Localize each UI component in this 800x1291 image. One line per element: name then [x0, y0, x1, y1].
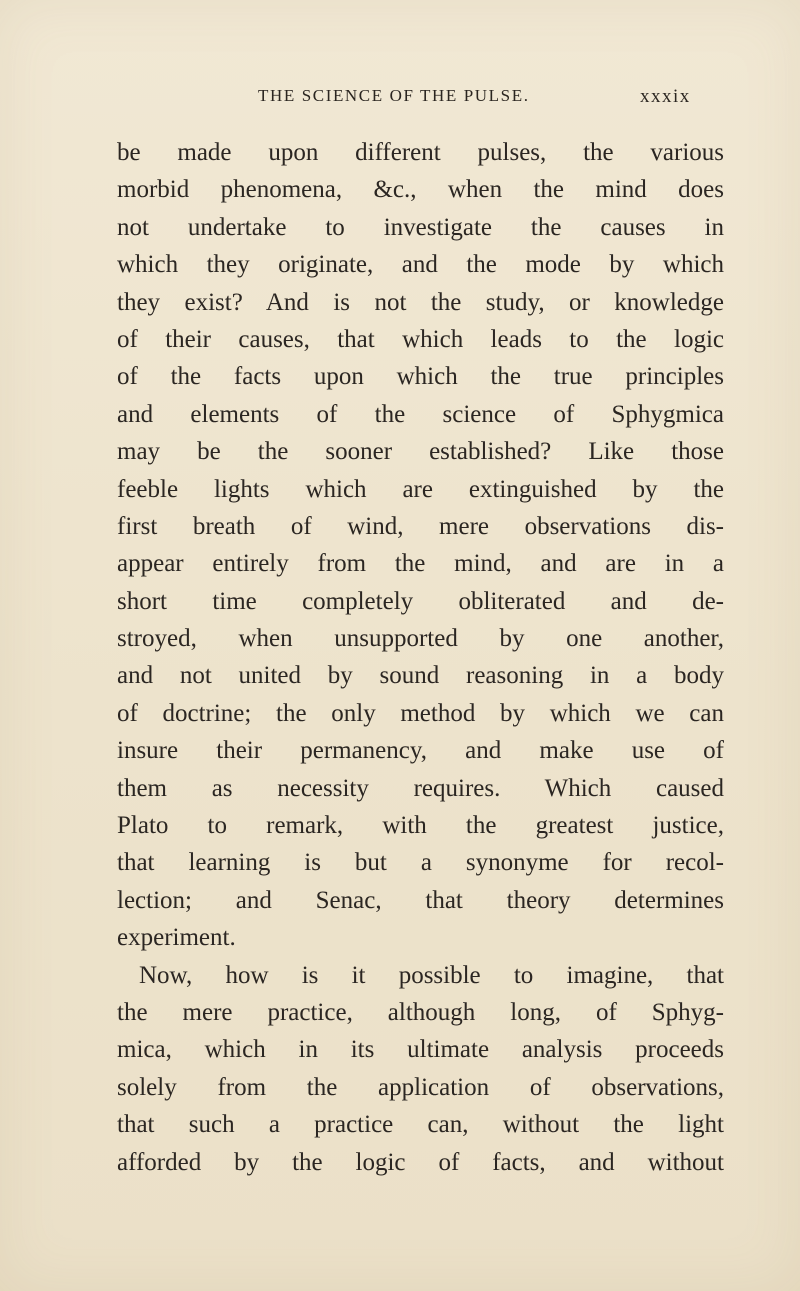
text-line: they exist? And is not the study, or knowledge: [117, 288, 724, 316]
body-text: [117, 134, 724, 1181]
text-line: lection; and Senac, that theory determines: [117, 886, 724, 914]
text-line: solely from the application of observations,: [117, 1073, 724, 1101]
running-head: [0, 86, 800, 110]
text-line: first breath of wind, mere observations dis-: [117, 512, 724, 540]
text-line: afforded by the logic of facts, and without: [117, 1148, 724, 1176]
text-line: mica, which in its ultimate analysis proceeds: [117, 1036, 724, 1064]
text-line: of the facts upon which the true principles: [117, 363, 724, 391]
paragraph-start-line: Now, how is it possible to imagine, that: [139, 961, 724, 989]
text-line: of doctrine; the only method by which we can: [117, 699, 724, 727]
text-line: insure their permanency, and make use of: [117, 737, 724, 765]
text-line: short time completely obliterated and de-: [117, 587, 724, 615]
text-line: of their causes, that which leads to the logic: [117, 325, 724, 353]
text-line: stroyed, when unsupported by one another,: [117, 625, 724, 653]
text-line: not undertake to investigate the causes in: [117, 213, 724, 241]
text-line: and elements of the science of Sphygmica: [117, 400, 724, 428]
text-line: and not united by sound reasoning in a body: [117, 662, 724, 690]
text-line: morbid phenomena, &c., when the mind does: [117, 176, 724, 204]
text-line: that learning is but a synonyme for recol-: [117, 849, 724, 877]
text-line: them as necessity requires. Which caused: [117, 774, 724, 802]
text-line: feeble lights which are extinguished by the: [117, 475, 724, 503]
text-line: appear entirely from the mind, and are in a: [117, 550, 724, 578]
text-line: may be the sooner established? Like those: [117, 438, 724, 466]
paragraph-end-line: experiment.: [117, 924, 236, 952]
text-line: be made upon different pulses, the various: [117, 139, 724, 166]
text-line: the mere practice, although long, of Sphyg-: [117, 998, 724, 1026]
text-line: that such a practice can, without the light: [117, 1111, 724, 1139]
text-line: Plato to remark, with the greatest justice,: [117, 812, 724, 840]
text-line: which they originate, and the mode by which: [117, 251, 724, 279]
running-title: THE SCIENCE OF THE PULSE.: [258, 86, 530, 105]
page-number: xxxix: [640, 86, 691, 107]
